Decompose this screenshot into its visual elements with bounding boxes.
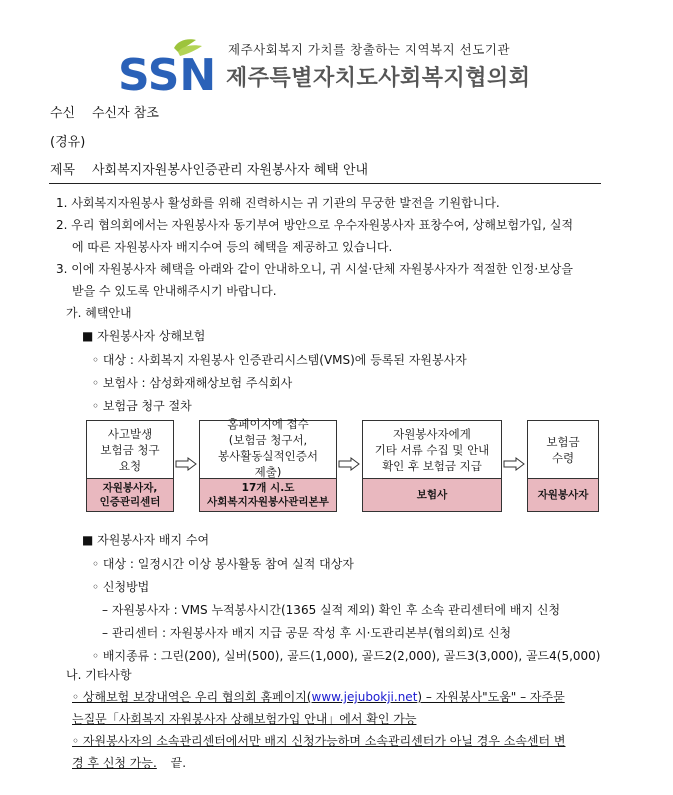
recipient-label: 수신 [50,106,76,121]
badge-method: ◦ 신청방법 [92,580,150,594]
insurance-company: ◦ 보험사 : 삼성화재해상보험 주식회사 [92,376,293,390]
note-2-line-2-wrap [72,755,186,771]
subject-value: 사회복지자원봉사인증관리 자원봉사자 혜택 안내 [92,163,369,178]
note-2-line-1: ◦ 자원봉사자의 소속관리센터에서만 배지 신청가능하며 소속관리센터가 아닐 경우 소속센터 변 [72,734,566,748]
flow-step-3 [362,420,502,512]
paragraph-3-line-1: 3. 이에 자원봉사자 혜택을 아래와 같이 안내하오니, 귀 시설·단체 자원봉사자가 적절한 인정·보상을 [56,262,573,276]
end-mark: 끝. [170,756,187,770]
insurance-target: ◦ 대상 : 사회복지 자원봉사 인증관리시스템(VMS)에 등록된 자원봉사자 [92,353,467,367]
ssn-logo [118,38,218,94]
slogan: 제주사회복지 가치를 창출하는 지역복지 선도기관 [228,42,510,57]
flow-step-4-actor: 자원봉사자 [528,478,598,511]
note-1-prefix: ◦ 상해보험 보장내역은 우리 협의회 홈페이지( [72,690,312,704]
svg-text:SSN: SSN [118,50,217,94]
note-1-line-2: 는질문「사회복지 자원봉사자 상해보험가입 안내」에서 확인 가능 [72,712,417,726]
badge-types: ◦ 배지종류 : 그린(200), 실버(500), 골드(1,000), 골드2(2,000), 골드3(3,000), 골드4(5,000) [92,649,601,663]
insurance-section-title: ■ 자원봉사자 상해보험 [82,329,206,343]
flow-step-1-text: 사고발생 보험금 청구 요청 [100,426,160,473]
badge-target: ◦ 대상 : 일정시간 이상 봉사활동 참여 실적 대상자 [92,557,354,571]
via-label: (경유) [50,135,86,150]
flow-step-1 [86,420,174,512]
note-2-line-2: 경 후 신청 가능. [72,756,157,770]
flow-step-1-actor: 자원봉사자, 인증관리센터 [87,478,173,511]
flow-arrow-icon [175,457,197,471]
paragraph-2-line-1: 2. 우리 협의회에서는 자원봉사자 동기부여 방안으로 우수자원봉사자 표창수여, 상해보험가입, 실적 [56,218,574,232]
flow-step-2-actor: 17개 시.도 사회복지자원봉사관리본부 [200,478,336,511]
flow-arrow-icon [338,457,360,471]
flow-step-4-text: 보험금 수령 [546,434,580,465]
paragraph-2-line-2: 에 따른 자원봉사자 배지수여 등의 혜택을 제공하고 있습니다. [72,240,393,254]
note-1-suffix: ) – 자원봉사"도움" – 자주묻 [417,690,565,704]
paragraph-1: 1. 사회복지자원봉사 활성화를 위해 진력하시는 귀 기관의 무궁한 발전을 기원합니다. [56,196,500,210]
section-na: 나. 기타사항 [66,668,132,682]
insurance-claim-procedure: ◦ 보험금 청구 절차 [92,399,192,413]
section-ga: 가. 혜택안내 [66,306,132,320]
flow-step-3-text: 자원봉사자에게 기타 서류 수집 및 안내 확인 후 보험금 지급 [374,426,490,473]
paragraph-3-line-2: 받을 수 있도록 안내해주시기 바랍니다. [72,284,277,298]
flow-step-2 [199,416,337,512]
note-1-line-1 [72,689,565,705]
recipient-value: 수신자 참조 [92,106,159,121]
org-name: 제주특별자치도사회복지협의회 [226,66,531,91]
flow-step-3-actor: 보험사 [363,478,501,511]
flow-step-4 [527,420,599,512]
subject-label: 제목 [50,163,76,178]
subject-divider [49,183,601,184]
flow-step-2-text: 홈페이지에 접수 (보험금 청구서, 봉사활동실적인증서 제출) [218,416,318,479]
flow-arrow-icon [503,457,525,471]
badge-method-center: – 관리센터 : 자원봉사자 배지 지급 공문 작성 후 시·도관리본부(협의회)로 신청 [102,626,512,640]
badge-method-volunteer: – 자원봉사자 : VMS 누적봉사시간(1365 실적 제외) 확인 후 소속 관리센터에 배지 신청 [102,603,561,617]
badge-section-title: ■ 자원봉사자 배지 수여 [82,533,210,547]
homepage-link[interactable]: www.jejubokji.net [311,690,418,704]
